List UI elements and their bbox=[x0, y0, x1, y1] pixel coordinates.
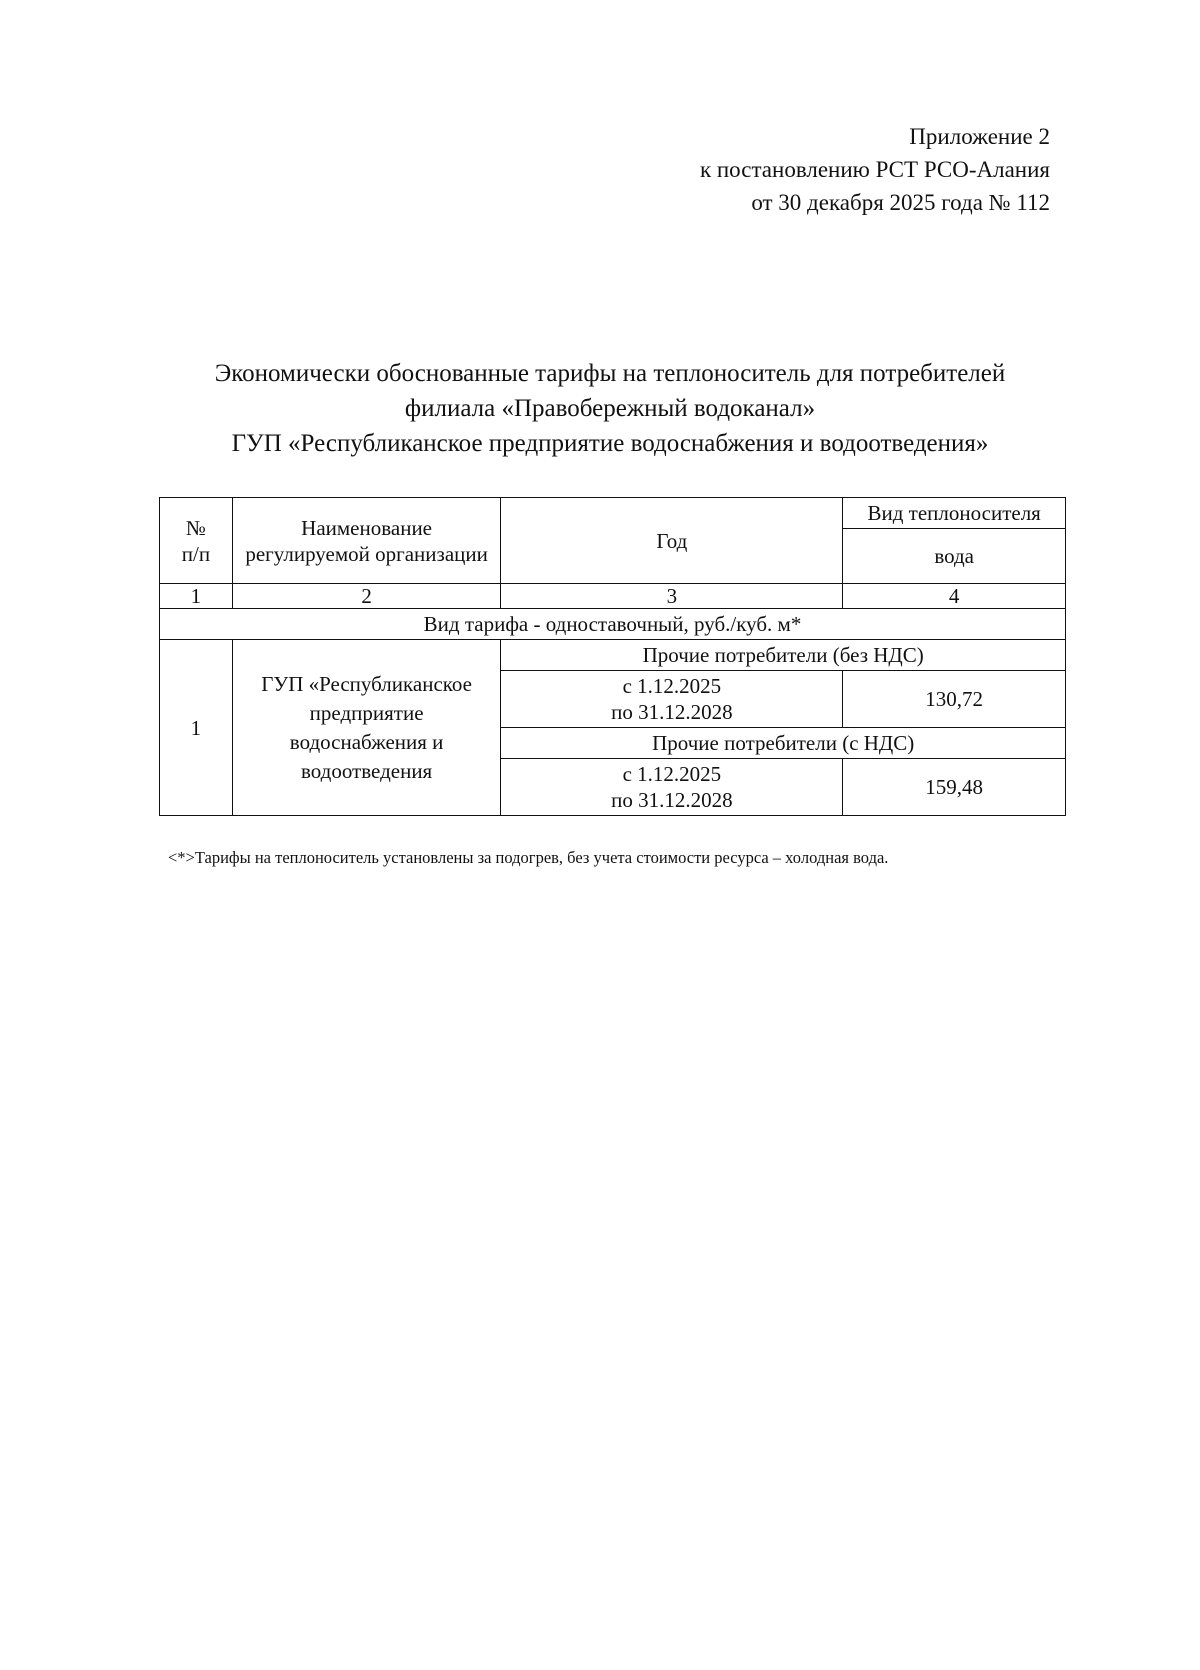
column-number: 4 bbox=[843, 584, 1066, 609]
header-carrier-value: вода bbox=[843, 529, 1066, 584]
table-header-row bbox=[160, 498, 1066, 529]
column-numbers-row bbox=[160, 584, 1066, 609]
tariff-type-label: Вид тарифа - одноставочный, руб./куб. м* bbox=[160, 609, 1066, 640]
organization-name: ГУП «Республиканское предприятие водоснабжения и водоотведения bbox=[232, 640, 501, 816]
tariff-value: 130,72 bbox=[843, 671, 1066, 728]
period-to: по 31.12.2028 bbox=[611, 700, 733, 724]
appendix-header bbox=[700, 120, 1050, 219]
title-line-3: ГУП «Республиканское предприятие водоснабжения и водоотведения» bbox=[231, 430, 989, 457]
header-number-cell bbox=[160, 498, 233, 584]
appendix-number: Приложение 2 bbox=[909, 124, 1050, 149]
tariffs-table bbox=[159, 497, 1066, 816]
title-line-1: Экономически обоснованные тарифы на теплоноситель для потребителей bbox=[214, 360, 1006, 387]
column-number: 3 bbox=[501, 584, 843, 609]
document-title bbox=[120, 356, 1100, 461]
title-line-2: филиала «Правобережный водоканал» bbox=[404, 395, 816, 422]
appendix-date: от 30 декабря 2025 года № 112 bbox=[751, 190, 1050, 215]
consumer-group-label: Прочие потребители (с НДС) bbox=[501, 728, 1066, 759]
table-row bbox=[160, 640, 1066, 671]
appendix-resolution: к постановлению РСТ РСО-Алания bbox=[699, 157, 1050, 182]
tariff-value: 159,48 bbox=[843, 759, 1066, 816]
period-from: с 1.12.2025 bbox=[622, 762, 722, 786]
header-number-abbr: п/п bbox=[181, 541, 211, 566]
header-org-name: Наименование регулируемой организации bbox=[232, 498, 501, 584]
header-carrier-type: Вид теплоносителя bbox=[843, 498, 1066, 529]
consumer-group-label: Прочие потребители (без НДС) bbox=[501, 640, 1066, 671]
footnote: <*>Тарифы на теплоноситель установлены за подогрев, без учета стоимости ресурса – холодная вода. bbox=[168, 848, 889, 867]
period-cell bbox=[501, 759, 843, 816]
header-number-sign: № bbox=[185, 515, 206, 540]
tariff-type-row bbox=[160, 609, 1066, 640]
row-number: 1 bbox=[160, 640, 233, 816]
period-cell bbox=[501, 671, 843, 728]
column-number: 2 bbox=[232, 584, 501, 609]
period-to: по 31.12.2028 bbox=[611, 788, 733, 812]
period-from: с 1.12.2025 bbox=[622, 674, 722, 698]
header-year: Год bbox=[501, 498, 843, 584]
column-number: 1 bbox=[160, 584, 233, 609]
